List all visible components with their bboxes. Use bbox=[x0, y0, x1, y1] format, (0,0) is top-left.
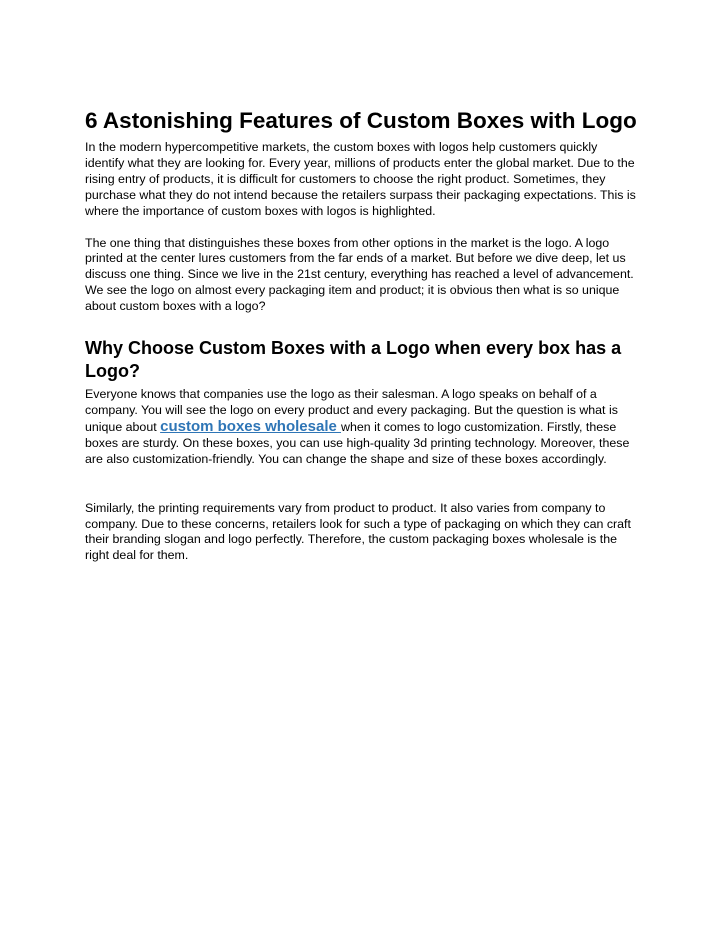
section-heading: Why Choose Custom Boxes with a Logo when every box has a Logo? bbox=[85, 338, 622, 382]
paragraph-text-after-link: when it comes to logo customization. Firstly, these boxes are sturdy. On these boxes, you can use high-quality 3d printing technology. Moreover, these are also customization-friendly. You can change the shape and size of these boxes accordingly. bbox=[85, 419, 630, 466]
article-title: 6 Astonishing Features of Custom Boxes with Logo bbox=[85, 108, 637, 133]
printing-requirements-paragraph: Similarly, the printing requirements vary from product to product. It also varies from company to company. Due to these concerns, retailers look for such a type of packaging on which they can craft their branding slogan and logo perfectly. Therefore, the custom packaging boxes wholesale is the right deal for them. bbox=[85, 500, 631, 563]
paragraph-text-before-link: Everyone knows that companies use the logo as their salesman. A logo speaks on behalf of a company. You will see the logo on every product and every packaging. But the question is what is unique about bbox=[85, 387, 618, 434]
why-choose-paragraph bbox=[85, 387, 637, 468]
custom-boxes-wholesale-link[interactable]: custom boxes wholesale bbox=[160, 417, 342, 435]
document-page bbox=[85, 107, 637, 564]
logo-distinction-paragraph: The one thing that distinguishes these boxes from other options in the market is the logo. A logo printed at the center lures customers from the far ends of a market. But before we dive deep, let us discuss one thing. Since we live in the 21st century, everything has reached a level of advancement. We see the logo on almost every packaging item and product; it is obvious then what is so unique about custom boxes with a logo? bbox=[85, 235, 634, 314]
intro-paragraph: In the modern hypercompetitive markets, the custom boxes with logos help customers quickly identify what they are looking for. Every year, millions of products enter the global market. Due to the rising entry of products, it is difficult for customers to choose the right product. Sometimes, they purchase what they do not intend because the retailers surpass their packaging expectations. This is where the importance of custom boxes with logos is highlighted. bbox=[85, 140, 636, 218]
